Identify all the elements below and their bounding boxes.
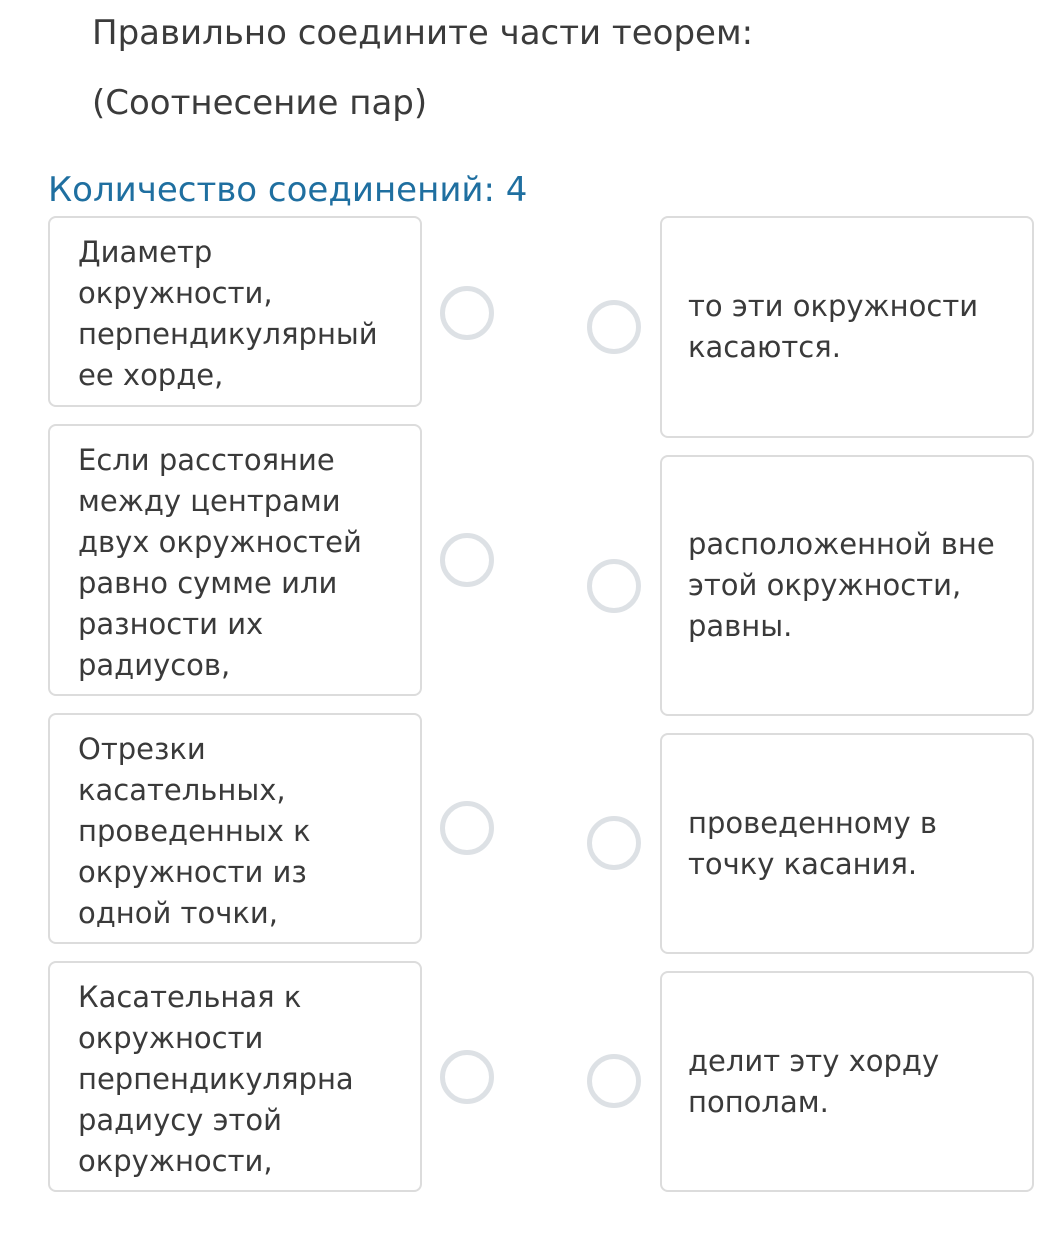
right-connector-4[interactable] <box>587 1054 641 1108</box>
right-item-2[interactable] <box>660 455 1034 716</box>
connections-count: Количество соединений: 4 <box>48 170 528 210</box>
left-connector-2[interactable] <box>440 533 494 587</box>
right-item-2-text: расположенной вне этой окружности, равны. <box>688 527 995 643</box>
left-connector-3[interactable] <box>440 801 494 855</box>
page-subtitle: (Соотнесение пар) <box>92 83 428 123</box>
left-item-4-text: Касательная к окружности перпендикулярна радиусу этой окружности, <box>78 980 354 1178</box>
left-item-3-text: Отрезки касательных, проведенных к окружности из одной точки, <box>78 732 311 930</box>
right-item-3[interactable] <box>660 733 1034 954</box>
right-item-1-text: то эти окружности касаются. <box>688 289 979 364</box>
left-item-3[interactable] <box>48 713 422 944</box>
right-connector-1[interactable] <box>587 300 641 354</box>
left-item-1-text: Диаметр окружности, перпендикулярный ее хорде, <box>78 235 378 392</box>
right-item-4-text: делит эту хорду пополам. <box>688 1043 940 1119</box>
left-connector-4[interactable] <box>440 1050 494 1104</box>
left-item-2-text: Если расстояние между центрами двух окружностей равно сумме или разности их радиусов, <box>78 443 362 682</box>
right-item-4[interactable] <box>660 971 1034 1192</box>
left-item-1[interactable] <box>48 216 422 407</box>
right-connector-3[interactable] <box>587 816 641 870</box>
left-connector-1[interactable] <box>440 286 494 340</box>
page-title: Правильно соедините части теорем: <box>92 13 754 53</box>
right-item-3-text: проведенному в точку касания. <box>688 805 937 881</box>
left-item-2[interactable] <box>48 424 422 696</box>
right-item-1[interactable] <box>660 216 1034 438</box>
left-item-4[interactable] <box>48 961 422 1192</box>
right-connector-2[interactable] <box>587 559 641 613</box>
